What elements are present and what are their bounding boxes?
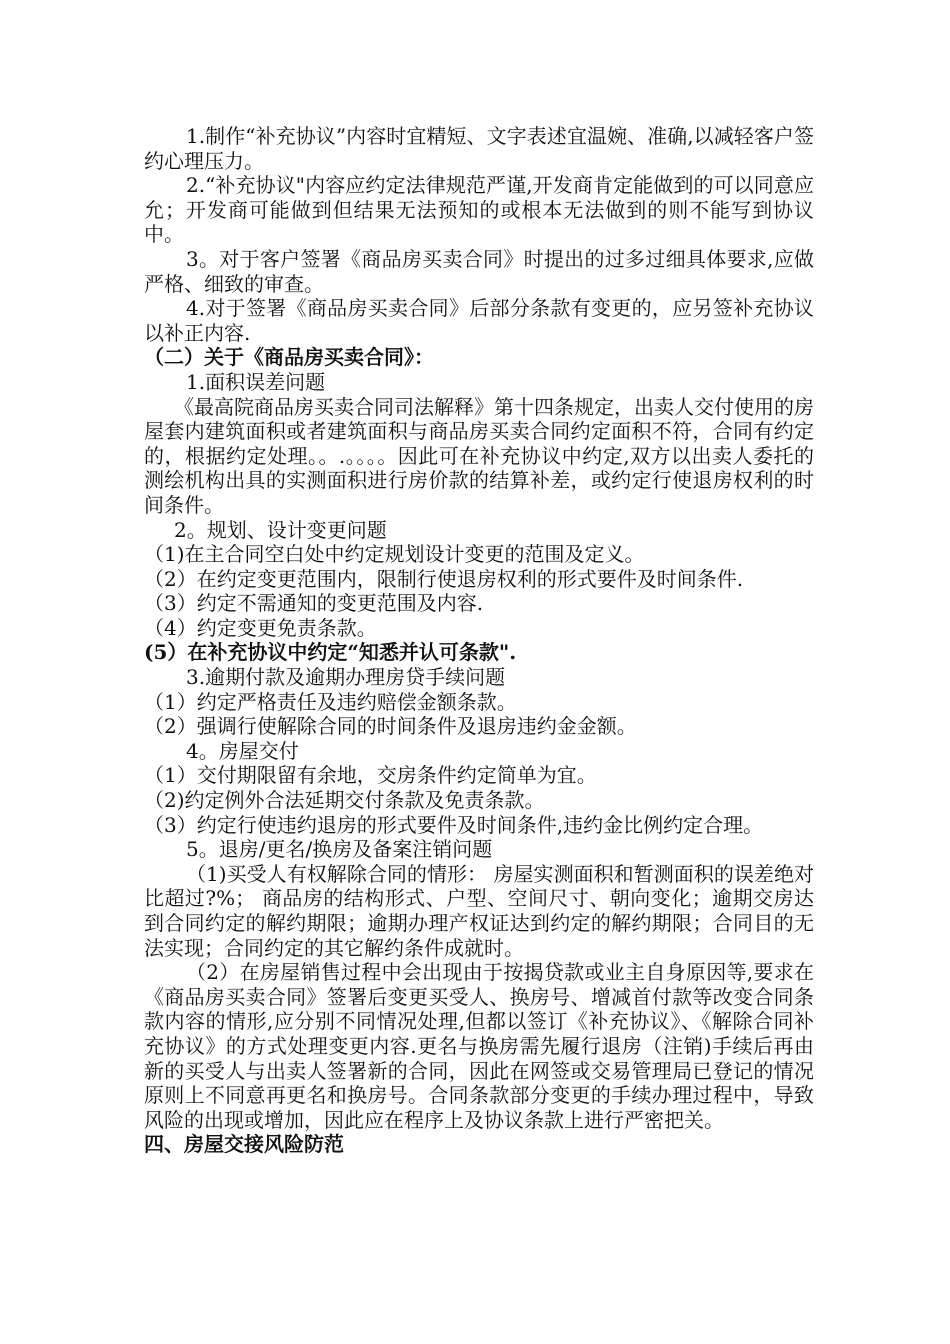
list-item-delivery-3: （3）约定行使违约退房的形式要件及时间条件,违约金比例约定合理。 xyxy=(144,812,764,837)
section-heading-contract: （二）关于《商品房买卖合同》： xyxy=(144,345,434,370)
subheading-refund-rename: 5。退房/更名/换房及备案注销问题 xyxy=(186,837,493,862)
paragraph-1: 1.制作“补充协议”内容时宜精短、文字表述宜温婉、准确,以减轻客户签约心理压力。 xyxy=(144,124,814,173)
list-item-overdue-2: （2）强调行使解除合同的时间条件及退房违约金金额。 xyxy=(144,714,637,739)
list-item-planning-5: (5）在补充协议中约定“知悉并认可条款". xyxy=(144,640,517,665)
subheading-area-error: 1.面积误差问题 xyxy=(186,369,326,394)
document-page xyxy=(144,124,814,1157)
paragraph-3: 3。对于客户签署《商品房买卖合同》时提出的过多过细具体要求,应做严格、细致的审查。 xyxy=(144,246,814,296)
list-item-planning-1: （1)在主合同空白处中约定规划设计变更的范围及定义。 xyxy=(144,542,645,567)
paragraph-2: 2.“补充协议"内容应约定法律规范严谨,开发商肯定能做到的可以同意应允；开发商可能做到但结果无法预知的或根本无法做到的则不能写到协议中。 xyxy=(144,173,814,247)
subheading-delivery: 4。房屋交付 xyxy=(186,738,299,763)
list-item-overdue-1: （1）约定严格责任及违约赔偿金额条款。 xyxy=(144,689,517,714)
list-item-delivery-2: （2)约定例外合法延期交付条款及免责条款。 xyxy=(144,788,545,813)
list-item-planning-2: （2）在约定变更范围内，限制行使退房权利的形式要件及时间条件. xyxy=(144,566,744,591)
paragraph-4: 4.对于签署《商品房买卖合同》后部分条款有变更的，应另签补充协议以补正内容. xyxy=(144,296,814,345)
list-item-planning-3: （3）约定不需通知的变更范围及内容. xyxy=(144,591,484,616)
paragraph-refund-1: （1)买受人有权解除合同的情形： 房屋实测面积和暂测面积的误差绝对比超过?%； 商品房的结构形式、户型、空间尺寸、朝向变化；逾期交房达到合同约定的解约期限；逾期办理产权证达到约定的解约期限；合同目的无法实现；合同约定的其它解约条件成就时。 xyxy=(144,861,814,960)
section-heading-handover: 四、房屋交接风险防范 xyxy=(144,1132,344,1157)
list-item-planning-4: （4）约定变更免责条款。 xyxy=(144,615,377,640)
subheading-overdue-payment: 3.逾期付款及逾期办理房贷手续问题 xyxy=(186,665,506,690)
list-item-delivery-1: （1）交付期限留有余地，交房条件约定简单为宜。 xyxy=(144,763,597,788)
paragraph-area-error: 《最高院商品房买卖合同司法解释》第十四条规定，出卖人交付使用的房屋套内建筑面积或者建筑面积与商品房买卖合同约定面积不符，合同有约定的，根据约定处理。。.。。。。因此可在补充协议中约定,双方以出卖人委托的测绘机构出具的实测面积进行房价款的结算补差，或约定行使退房权利的时间条件。 xyxy=(144,394,814,517)
subheading-planning-change: 2。规划、设计变更问题 xyxy=(174,517,387,542)
paragraph-refund-2: （2）在房屋销售过程中会出现由于按揭贷款或业主自身原因等,要求在《商品房买卖合同》签署后变更买受人、换房号、增减首付款等改变合同条款内容的情形,应分别不同情况处理,但都以签订《补充协议》、《解除合同补充协议》的方式处理变更内容.更名与换房需先履行退房（注销)手续后再由新的买受人与出卖人签署新的合同，因此在网签或交易管理局已登记的情况原则上不同意再更名和换房号。合同条款部分变更的手续办理过程中，导致风险的出现或增加，因此应在程序上及协议条款上进行严密把关。 xyxy=(144,960,814,1132)
